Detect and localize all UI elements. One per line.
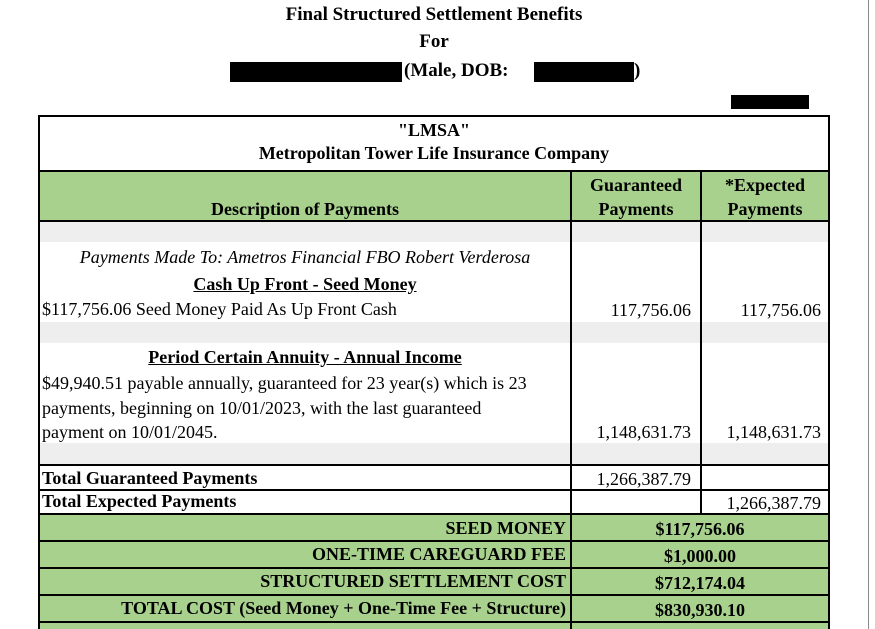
redacted-name (230, 62, 402, 82)
col-guaranteed-1: Guaranteed (590, 175, 682, 195)
col-expected-1: *Expected (725, 175, 805, 195)
annuity-heading: Period Certain Annuity - Annual Income (148, 347, 462, 367)
plan-name: "LMSA" (398, 120, 470, 140)
annuity-line-1: $49,940.51 payable annually, guaranteed for 23 year(s) which is 23 (42, 373, 527, 393)
total-guaranteed-label: Total Guaranteed Payments (42, 468, 258, 488)
seed-description: $117,756.06 Seed Money Paid As Up Front Cash (42, 299, 397, 319)
summary-seed-value: $117,756.06 (655, 519, 745, 539)
column-divider (700, 170, 702, 513)
spacer-row (40, 443, 828, 464)
col-expected-2: Payments (727, 199, 803, 219)
summary-total-label: TOTAL COST (Seed Money + One-Time Fee + Structure) (121, 598, 566, 618)
seed-guaranteed: 117,756.06 (610, 300, 691, 320)
title-subject-line (0, 58, 868, 84)
annuity-expected: 1,148,631.73 (726, 422, 821, 442)
column-divider (570, 170, 572, 513)
summary-structure-label: STRUCTURED SETTLEMENT COST (260, 571, 566, 591)
seed-heading: Cash Up Front - Seed Money (193, 274, 417, 294)
col-description: Description of Payments (211, 199, 399, 219)
redacted-dob (534, 62, 634, 82)
annuity-line-2: payments, beginning on 10/01/2023, with the last guaranteed (42, 398, 482, 418)
spacer-row (40, 222, 828, 242)
summary-total-value: $830,930.10 (655, 600, 745, 620)
annuity-line-3: payment on 10/01/2045. (42, 422, 218, 442)
col-guaranteed-2: Payments (598, 199, 674, 219)
total-expected-value: 1,266,387.79 (726, 493, 821, 513)
redacted-id (731, 95, 809, 109)
document-title: Final Structured Settlement Benefits (285, 4, 583, 25)
company-name: Metropolitan Tower Life Insurance Company (258, 143, 610, 163)
seed-expected: 117,756.06 (740, 300, 821, 320)
summary-structure-value: $712,174.04 (655, 573, 745, 593)
summary-fee-label: ONE-TIME CAREGUARD FEE (311, 544, 566, 564)
annuity-guaranteed: 1,148,631.73 (596, 422, 691, 442)
page-edge (868, 0, 869, 629)
summary-fee-value: $1,000.00 (664, 546, 736, 566)
title-close-paren: ) (634, 60, 641, 81)
payee-line: Payments Made To: Ametros Financial FBO Robert Verderosa (79, 247, 531, 267)
title-for: For (419, 31, 449, 52)
total-expected-label: Total Expected Payments (42, 491, 237, 511)
total-guaranteed-value: 1,266,387.79 (596, 469, 691, 489)
title-gender-dob: (Male, DOB: (404, 60, 509, 81)
summary-seed-label: SEED MONEY (445, 518, 566, 538)
spacer-row (40, 322, 828, 343)
